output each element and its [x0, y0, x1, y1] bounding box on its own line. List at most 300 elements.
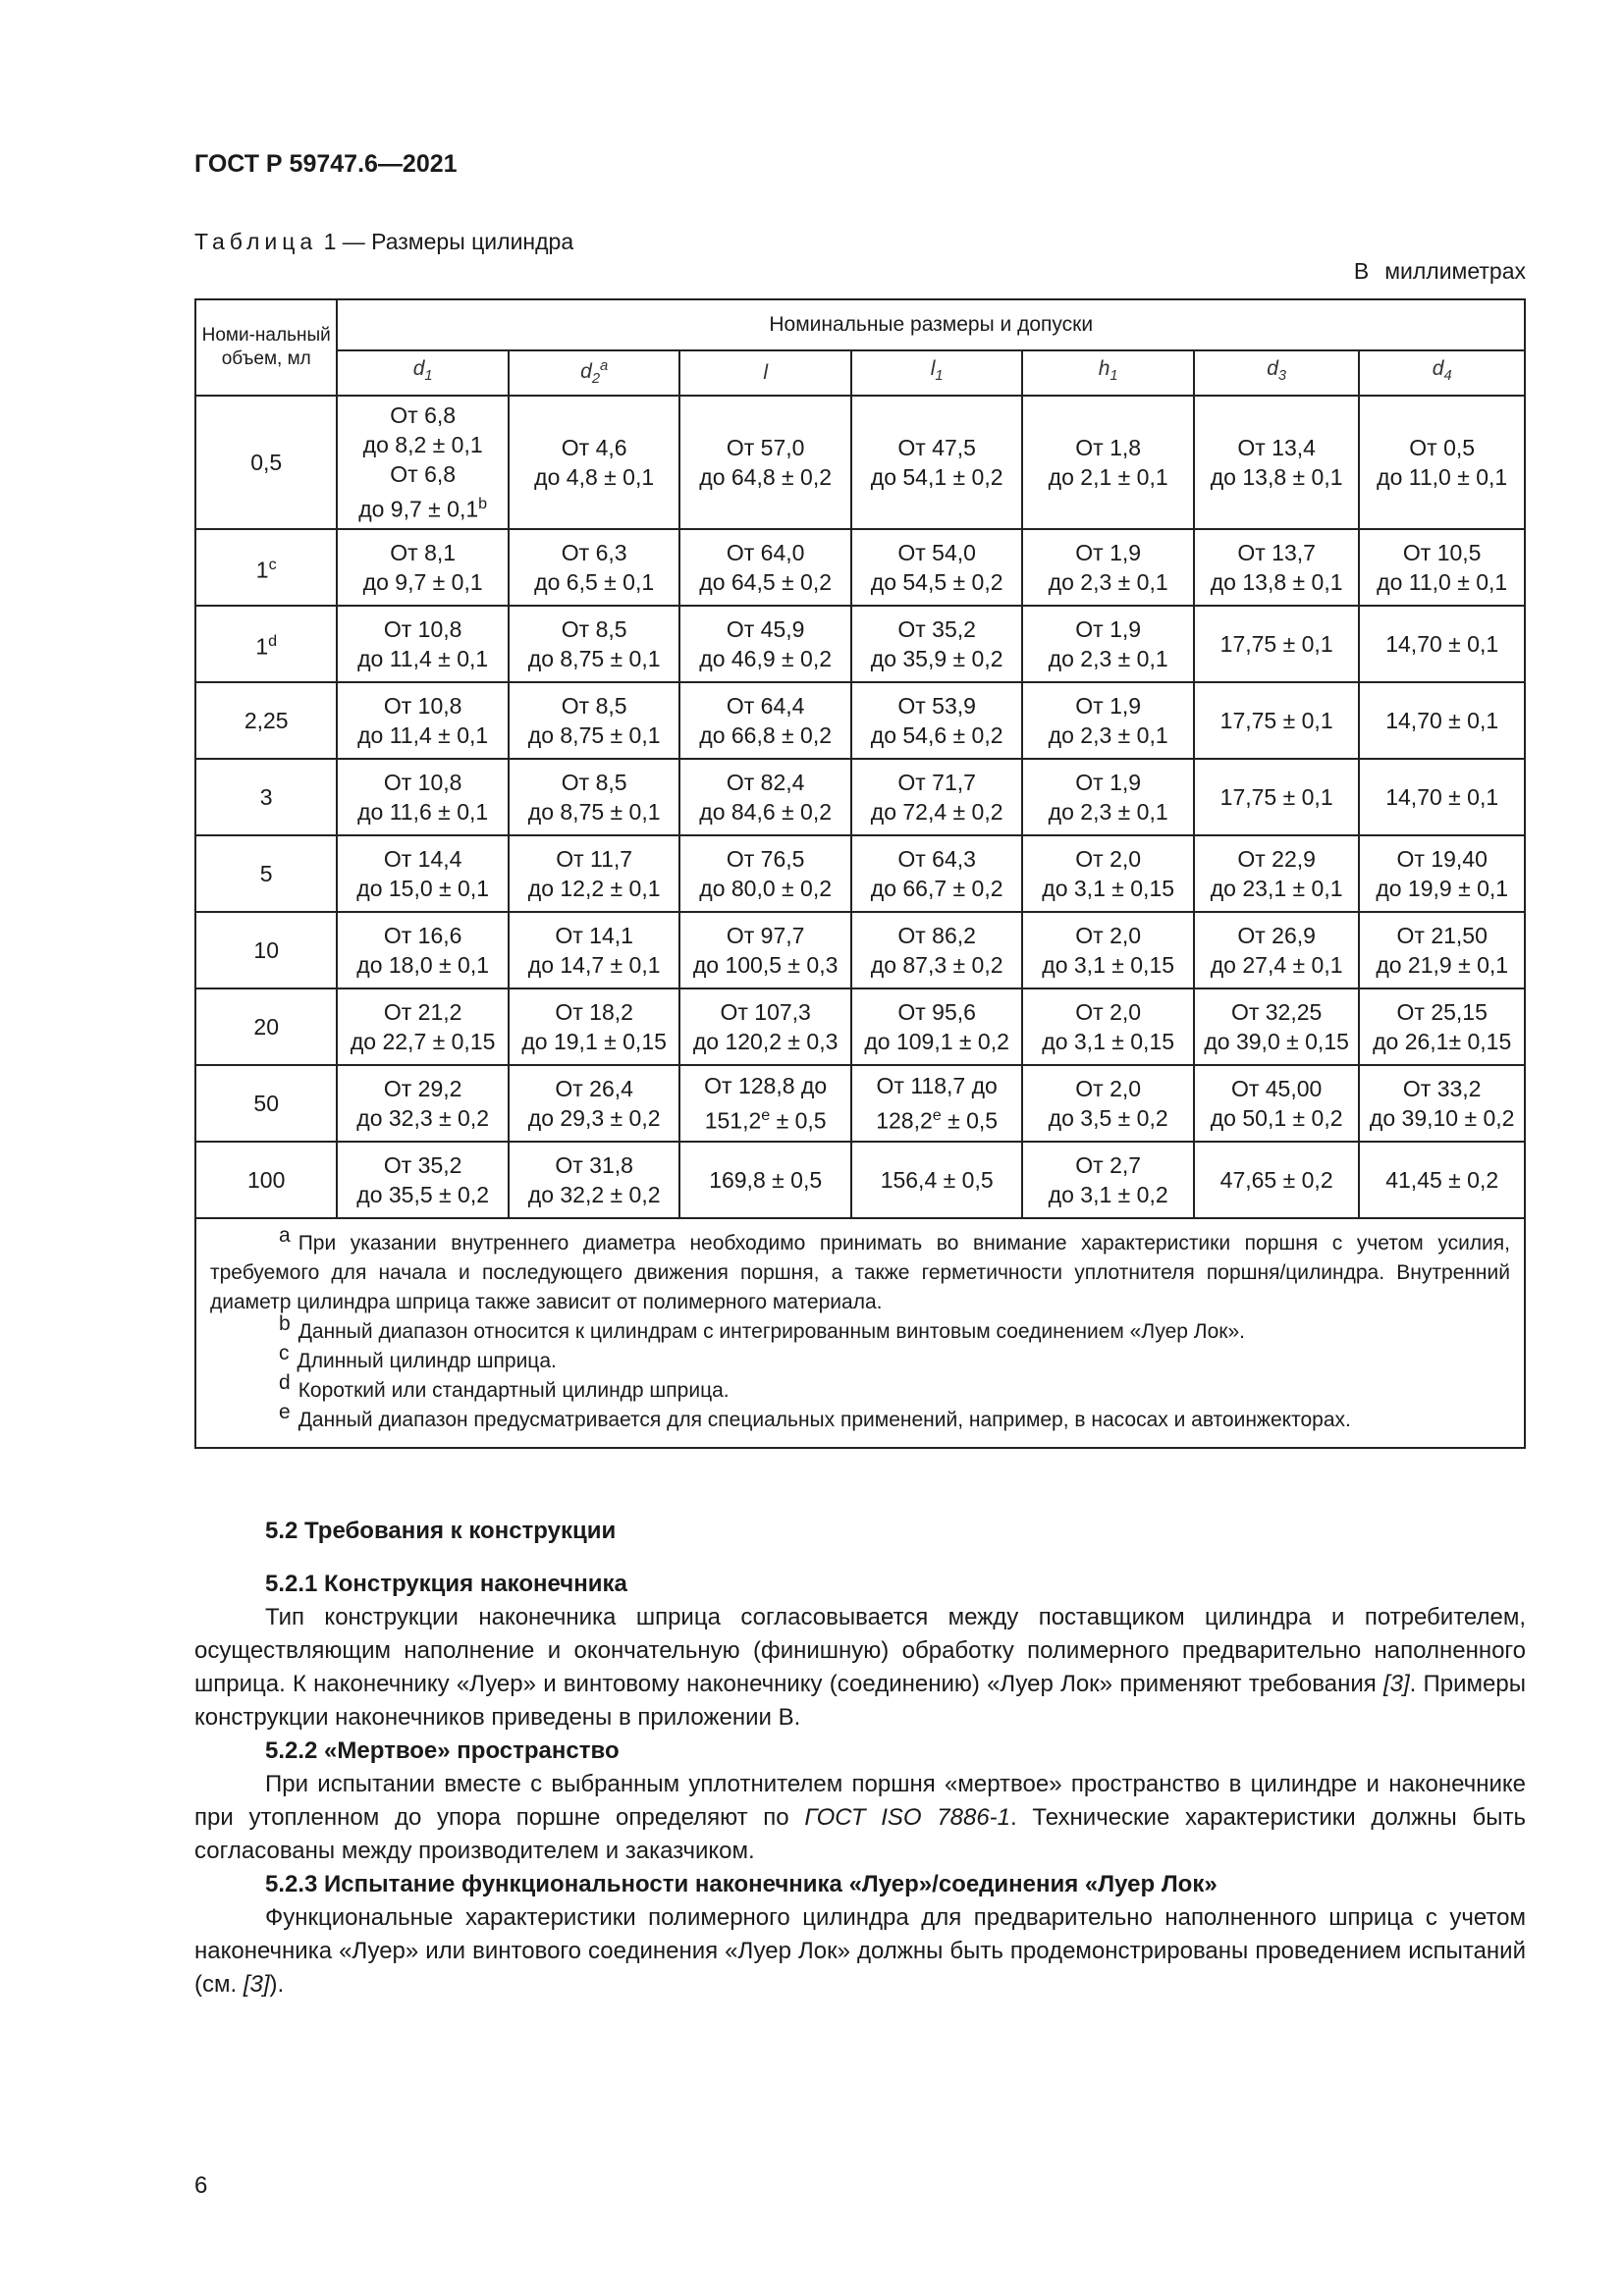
volume-cell: [195, 606, 337, 682]
footnote-mark: a: [279, 1224, 291, 1247]
cell-line: до 8,75 ± 0,1: [527, 646, 661, 671]
cell-line: до 11,6 ± 0,1: [357, 799, 489, 825]
dimension-cell: [1359, 835, 1525, 912]
cell-line: От 6,8: [390, 402, 457, 429]
cell-line: От 45,00: [1230, 1076, 1323, 1101]
cell-line: 17,75 ± 0,1: [1219, 708, 1333, 733]
dimension-cell: [1359, 529, 1525, 606]
cylinder-dimensions-table: [194, 298, 1526, 1449]
volume-value: 50: [253, 1091, 279, 1116]
volume-cell: [195, 396, 337, 529]
symbol-base: l: [930, 357, 936, 381]
cell-line: От 10,5: [1402, 540, 1482, 565]
cell-line: 14,70 ± 0,1: [1385, 784, 1499, 810]
cell-line: От 31,8: [555, 1152, 633, 1178]
dimension-cell: [337, 529, 509, 606]
dimension-cell: [337, 606, 509, 682]
cell-line: От 2,7: [1075, 1152, 1142, 1178]
document-header: ГОСТ Р 59747.6—2021: [194, 150, 458, 178]
cell-line: ± 0,5: [941, 1107, 999, 1134]
volume-value: 0,5: [250, 450, 283, 475]
cell-line: до 54,6 ± 0,2: [870, 722, 1003, 748]
cell-line: до 32,2 ± 0,2: [527, 1182, 661, 1207]
dimension-cell: [337, 988, 509, 1065]
cell-line: до 39,0 ± 0,15: [1204, 1029, 1349, 1054]
table-row: [195, 988, 1525, 1065]
cell-line: От 1,9: [1075, 540, 1142, 565]
dimension-cell: [679, 1065, 851, 1142]
cell-line: до 18,0 ± 0,1: [356, 952, 490, 978]
cell-line: до 54,1 ± 0,2: [870, 464, 1003, 490]
dimension-cell: [1022, 682, 1194, 759]
dimension-cell: [1194, 1142, 1359, 1218]
section-5-2-2: [194, 1735, 1526, 1868]
cell-line: 156,4 ± 0,5: [880, 1167, 994, 1193]
cell-line: до 11,0 ± 0,1: [1377, 464, 1508, 490]
dimension-cell: [1194, 1065, 1359, 1142]
cell-line: От 26,4: [555, 1076, 633, 1101]
cell-line: до 50,1 ± 0,2: [1210, 1105, 1343, 1131]
cell-line: От 64,4: [726, 693, 805, 719]
footnote-mark: e: [279, 1401, 291, 1423]
dimension-cell: [851, 759, 1023, 835]
dimension-cell: [1359, 606, 1525, 682]
cell-line: 17,75 ± 0,1: [1219, 784, 1333, 810]
dimension-cell: [509, 396, 680, 529]
table-caption: [194, 229, 573, 255]
units-word: миллиметрах: [1384, 258, 1526, 284]
cell-line: От 2,0: [1075, 846, 1142, 872]
dimension-cell: [509, 988, 680, 1065]
footnote-mark: b: [478, 495, 488, 513]
footnote-mark: b: [279, 1312, 291, 1335]
dimension-cell: [337, 912, 509, 988]
cell-line: От 54,0: [897, 540, 976, 565]
cell-line: От 18,2: [555, 999, 633, 1025]
cell-line: до 120,2 ± 0,3: [692, 1029, 839, 1054]
cell-line: От 11,7: [556, 846, 633, 872]
footnote-mark: d: [268, 632, 278, 651]
cell-line: до 39,10 ± 0,2: [1369, 1105, 1515, 1131]
dimension-cell: [1022, 529, 1194, 606]
cell-line: до 100,5 ± 0,3: [692, 952, 839, 978]
symbol-subscript: 2: [591, 371, 600, 388]
cell-line: От 1,8: [1075, 435, 1142, 460]
dimension-cell: [851, 682, 1023, 759]
footnote-text: Короткий или стандартный цилиндр шприца.: [298, 1379, 730, 1402]
footnote-mark: c: [268, 556, 277, 574]
dimension-cell: [1359, 682, 1525, 759]
table-row: [195, 835, 1525, 912]
table-caption-prefix: Таблица: [194, 229, 318, 254]
cell-line: до 26,1± 0,15: [1373, 1029, 1512, 1054]
footnotes-row: [195, 1218, 1525, 1448]
dimension-cell: [1022, 912, 1194, 988]
volume-value: 10: [253, 937, 279, 963]
cell-line: до 64,8 ± 0,2: [699, 464, 833, 490]
volume-cell: [195, 1065, 337, 1142]
volume-cell: [195, 988, 337, 1065]
page-number: 6: [194, 2172, 208, 2199]
volume-cell: [195, 529, 337, 606]
column-header-symbol: [851, 350, 1023, 396]
cell-line: до 109,1 ± 0,2: [864, 1029, 1009, 1054]
cell-line: 41,45 ± 0,2: [1385, 1167, 1499, 1193]
paragraph: Функциональные характеристики полимерного цилиндра для предварительно наполненного шприца с учетом наконечника «Луер» или винтового соединения «Луер Лок» должны быть продемонстрированы проведением испытаний (см. [3]).: [194, 1904, 1526, 1998]
dimension-cell: [679, 988, 851, 1065]
volume-value: 1: [255, 633, 269, 660]
cell-line: до 29,3 ± 0,2: [527, 1105, 661, 1131]
cell-line: до 3,1 ± 0,15: [1042, 952, 1175, 978]
cell-line: до 3,1 ± 0,2: [1048, 1182, 1168, 1207]
dimension-cell: [851, 835, 1023, 912]
dimension-cell: [851, 912, 1023, 988]
dimension-cell: [679, 529, 851, 606]
table-caption-title: 1 — Размеры цилиндра: [317, 229, 574, 254]
dimension-cell: [509, 682, 680, 759]
cell-line: От 16,6: [383, 923, 462, 948]
cell-line: до 27,4 ± 0,1: [1210, 952, 1343, 978]
dimension-cell: [1359, 988, 1525, 1065]
cell-line: От 33,2: [1402, 1076, 1482, 1101]
volume-cell: [195, 1142, 337, 1218]
cell-line: до 8,75 ± 0,1: [527, 722, 661, 748]
symbol-base: d: [1267, 357, 1278, 381]
cell-line: От 14,4: [383, 846, 462, 872]
cell-line: 14,70 ± 0,1: [1385, 708, 1499, 733]
symbol-base: d: [1432, 357, 1444, 381]
symbol-subscript: 3: [1277, 368, 1287, 385]
dimension-cell: [1194, 835, 1359, 912]
table-units: [1354, 258, 1526, 285]
dimension-cell: [509, 529, 680, 606]
cell-line: до 23,1 ± 0,1: [1210, 876, 1343, 901]
table-row: [195, 912, 1525, 988]
dimension-cell: [337, 682, 509, 759]
dimension-cell: [679, 912, 851, 988]
section-5-2-3: [194, 1868, 1526, 2002]
dimension-cell: [337, 1142, 509, 1218]
cell-line: От 13,7: [1237, 540, 1316, 565]
cell-line: до 2,3 ± 0,1: [1048, 799, 1168, 825]
cell-line: до 3,1 ± 0,15: [1042, 1029, 1175, 1054]
subsection-heading: 5.2.2 «Мертвое» пространство: [265, 1737, 620, 1764]
table-row: [195, 529, 1525, 606]
cell-line: От 95,6: [897, 999, 976, 1025]
cell-line: От 4,6: [561, 435, 627, 460]
dimension-cell: [679, 396, 851, 529]
reference-link: [3]: [1382, 1671, 1410, 1697]
cell-line: до 19,1 ± 0,15: [521, 1029, 667, 1054]
table-row: [195, 682, 1525, 759]
paragraph: При испытании вместе с выбранным уплотнителем поршня «мертвое» пространство в цилиндре и наконечнике при утопленном до упора поршне определяют по ГОСТ ISO 7886-1. Технические характеристики должны быть согласованы между производителем и заказчиком.: [194, 1771, 1527, 1864]
cell-line: до 13,8 ± 0,1: [1210, 569, 1343, 595]
dimension-cell: [1194, 682, 1359, 759]
cell-line: до 4,8 ± 0,1: [534, 464, 655, 490]
dimension-cell: [1022, 759, 1194, 835]
cell-line: 128,2: [876, 1107, 933, 1134]
cell-line: до 35,9 ± 0,2: [870, 646, 1003, 671]
dimension-cell: [1194, 759, 1359, 835]
dimension-cell: [1022, 606, 1194, 682]
column-header-symbol: [679, 350, 851, 396]
dimension-cell: [337, 835, 509, 912]
dimension-cell: [679, 682, 851, 759]
cell-line: до 11,0 ± 0,1: [1377, 569, 1508, 595]
footnote-d: [210, 1371, 1510, 1406]
dimension-cell: [509, 912, 680, 988]
cell-line: От 47,5: [897, 435, 976, 460]
footnote-text: Данный диапазон предусматривается для специальных применений, например, в насосах и автоинжекторах.: [298, 1409, 1351, 1431]
cell-line: до 2,3 ± 0,1: [1048, 569, 1168, 595]
footnote-b: [210, 1312, 1510, 1347]
column-header-symbol: [1359, 350, 1525, 396]
dimension-cell: [1359, 396, 1525, 529]
cell-line: до 6,5 ± 0,1: [534, 569, 655, 595]
volume-cell: [195, 912, 337, 988]
cell-line: От 97,7: [726, 923, 805, 948]
cell-line: От 2,0: [1075, 1076, 1142, 1101]
dimension-cell: [1022, 396, 1194, 529]
dimension-cell: [1022, 1142, 1194, 1218]
footnote-mark: e: [761, 1106, 771, 1125]
cell-line: От 53,9: [897, 693, 976, 719]
cell-line: до 32,3 ± 0,2: [356, 1105, 490, 1131]
paragraph: Тип конструкции наконечника шприца согласовывается между поставщиком цилиндра и потребителем, осуществляющим наполнение и окончательную (финишную) обработку полимерного предварительно наполненного шприца. К наконечнику «Луер» и винтовому наконечнику (соединению) «Луер Лок» применяют требования [3]. Примеры конструкции наконечников приведены в приложении В.: [194, 1604, 1526, 1731]
cell-line: до 46,9 ± 0,2: [699, 646, 833, 671]
cell-line: От 26,9: [1237, 923, 1316, 948]
cell-line: От 64,0: [726, 540, 805, 565]
dimension-cell: [337, 759, 509, 835]
section-5-2: [194, 1515, 1526, 1548]
dimension-cell: [679, 835, 851, 912]
volume-value: 3: [259, 784, 273, 810]
dimension-cell: [1194, 396, 1359, 529]
cell-line: От 21,50: [1396, 923, 1488, 948]
cell-line: до 9,7 ± 0,1: [362, 569, 483, 595]
symbol-subscript: 1: [424, 368, 433, 385]
cell-line: От 64,3: [897, 846, 976, 872]
cell-line: до 64,5 ± 0,2: [699, 569, 833, 595]
subsection-heading: 5.2.3 Испытание функциональности наконечника «Луер»/соединения «Луер Лок»: [265, 1871, 1218, 1897]
dimension-cell: [851, 529, 1023, 606]
section-heading: 5.2 Требования к конструкции: [265, 1518, 617, 1544]
cell-line: От 35,2: [383, 1152, 462, 1178]
volume-value: 1: [255, 557, 269, 583]
dimension-cell: [679, 759, 851, 835]
cell-line: От 71,7: [897, 770, 976, 795]
column-header-symbol: [337, 350, 509, 396]
cell-line: От 57,0: [726, 435, 805, 460]
cell-line: От 82,4: [726, 770, 805, 795]
cell-line: до 66,8 ± 0,2: [699, 722, 833, 748]
table-row: [195, 606, 1525, 682]
cell-line: до 2,1 ± 0,1: [1048, 464, 1168, 490]
dimension-cell: [1194, 988, 1359, 1065]
dimension-cell: [509, 1142, 680, 1218]
footnote-text: Длинный цилиндр шприца.: [297, 1350, 557, 1372]
cell-line: до 8,2 ± 0,1: [362, 432, 483, 458]
cell-line: 17,75 ± 0,1: [1219, 631, 1333, 657]
cell-line: От 6,3: [561, 540, 627, 565]
symbol-base: h: [1098, 357, 1110, 381]
column-header-symbol: [1022, 350, 1194, 396]
cell-line: От 45,9: [726, 616, 805, 642]
cell-line: до 2,3 ± 0,1: [1048, 646, 1168, 671]
dimension-cell: [1022, 988, 1194, 1065]
reference-link: [3]: [243, 1971, 270, 1998]
dimension-cell: [1194, 529, 1359, 606]
cell-line: От 13,4: [1237, 435, 1316, 460]
cell-line: От 10,8: [383, 770, 462, 795]
footnote-text: При указании внутреннего диаметра необходимо принимать во внимание характеристики поршня с учетом усилия, требуемого для начала и последующего движения поршня, а также герметичности уплотнителя поршня/цилиндра. Внутренний диаметр цилиндра шприца также зависит от полимерного материала.: [210, 1232, 1510, 1313]
cell-line: 151,2: [704, 1107, 762, 1134]
cell-line: 47,65 ± 0,2: [1219, 1167, 1333, 1193]
symbol-base: d: [580, 360, 592, 384]
dimension-cell: [509, 835, 680, 912]
cell-line: От 107,3: [720, 999, 811, 1025]
table-row: [195, 1065, 1525, 1142]
column-header-symbol: [509, 350, 680, 396]
dimension-cell: [851, 396, 1023, 529]
cell-line: до 12,2 ± 0,1: [527, 876, 661, 901]
cell-line: От 2,0: [1075, 999, 1142, 1025]
symbol-superscript: a: [600, 358, 609, 375]
dimension-cell: [851, 606, 1023, 682]
column-header-volume: Номи-нальный объем, мл: [195, 299, 337, 396]
cell-line: От 8,1: [390, 540, 457, 565]
dimension-cell: [509, 759, 680, 835]
symbol-base: d: [412, 357, 425, 381]
footnote-text: Данный диапазон относится к цилиндрам с интегрированным винтовым соединением «Луер Лок».: [298, 1320, 1245, 1343]
cell-line: От 1,9: [1075, 770, 1142, 795]
volume-value: 20: [253, 1014, 279, 1040]
footnotes-cell: [195, 1218, 1525, 1448]
cell-line: до 11,4 ± 0,1: [357, 646, 489, 671]
cell-line: до 9,7 ± 0,1: [358, 496, 479, 522]
cell-line: ± 0,5: [770, 1107, 827, 1134]
volume-value: 2,25: [244, 708, 289, 733]
footnote-mark: c: [279, 1342, 290, 1364]
dimension-cell: [509, 606, 680, 682]
cell-line: От 128,8 до: [704, 1073, 828, 1099]
dimension-cell: [1022, 835, 1194, 912]
symbol-base: l: [763, 361, 768, 384]
volume-value: 5: [259, 861, 273, 886]
volume-value: 100: [247, 1167, 286, 1193]
column-header-symbol: [1194, 350, 1359, 396]
cell-line: От 14,1: [555, 923, 633, 948]
dimension-cell: [851, 1142, 1023, 1218]
cell-line: 169,8 ± 0,5: [709, 1167, 823, 1193]
symbol-header-row: [195, 350, 1525, 396]
dimension-cell: [337, 1065, 509, 1142]
cell-line: до 35,5 ± 0,2: [356, 1182, 490, 1207]
footnote-a: [210, 1224, 1510, 1317]
footnote-e: [210, 1401, 1510, 1435]
table-row: [195, 1142, 1525, 1218]
dimension-cell: [679, 606, 851, 682]
cell-line: до 72,4 ± 0,2: [870, 799, 1003, 825]
reference-link: ГОСТ ISO 7886-1: [804, 1804, 1011, 1831]
cell-line: От 25,15: [1396, 999, 1488, 1025]
symbol-subscript: 1: [1110, 368, 1118, 385]
table-row: [195, 759, 1525, 835]
cell-line: От 21,2: [383, 999, 462, 1025]
cell-line: От 86,2: [897, 923, 976, 948]
dimension-cell: [851, 1065, 1023, 1142]
cell-line: до 54,5 ± 0,2: [870, 569, 1003, 595]
dimension-cell: [679, 1142, 851, 1218]
dimension-cell: [1359, 759, 1525, 835]
cell-line: От 118,7 до: [876, 1073, 998, 1099]
dimension-cell: [1194, 912, 1359, 988]
cell-line: От 0,5: [1409, 435, 1476, 460]
cell-line: От 8,5: [561, 693, 627, 719]
cell-line: От 6,8: [390, 461, 457, 488]
cell-line: От 10,8: [383, 693, 462, 719]
cell-line: От 10,8: [383, 616, 462, 642]
cell-line: до 22,7 ± 0,15: [350, 1029, 496, 1054]
cell-line: От 8,5: [561, 616, 627, 642]
dimension-cell: [1022, 1065, 1194, 1142]
cell-line: От 32,25: [1230, 999, 1323, 1025]
dimension-cell: [1194, 606, 1359, 682]
dimension-cell: [1359, 1065, 1525, 1142]
symbol-subscript: 1: [935, 368, 944, 385]
cell-line: до 87,3 ± 0,2: [870, 952, 1003, 978]
cell-line: От 29,2: [383, 1076, 462, 1101]
volume-cell: [195, 835, 337, 912]
cell-line: до 14,7 ± 0,1: [527, 952, 661, 978]
cell-line: до 3,1 ± 0,15: [1042, 876, 1175, 901]
cell-line: до 19,9 ± 0,1: [1376, 876, 1509, 901]
units-prefix: В: [1353, 258, 1370, 284]
cell-line: до 8,75 ± 0,1: [527, 799, 661, 825]
cell-line: От 19,40: [1396, 846, 1488, 872]
cell-line: до 13,8 ± 0,1: [1210, 464, 1343, 490]
cell-line: От 1,9: [1075, 693, 1142, 719]
dimension-cell: [851, 988, 1023, 1065]
cell-line: до 21,9 ± 0,1: [1376, 952, 1509, 978]
volume-cell: [195, 682, 337, 759]
dimension-cell: [1359, 1142, 1525, 1218]
cell-line: до 84,6 ± 0,2: [699, 799, 833, 825]
cell-line: От 8,5: [561, 770, 627, 795]
footnote-mark: e: [932, 1106, 942, 1125]
cell-line: От 2,0: [1075, 923, 1142, 948]
cell-line: 14,70 ± 0,1: [1385, 631, 1499, 657]
cell-line: до 80,0 ± 0,2: [699, 876, 833, 901]
cell-line: до 15,0 ± 0,1: [356, 876, 490, 901]
cell-line: до 2,3 ± 0,1: [1048, 722, 1168, 748]
symbol-subscript: 4: [1443, 368, 1452, 385]
dimension-cell: [1359, 912, 1525, 988]
cell-line: От 35,2: [897, 616, 976, 642]
cell-line: От 76,5: [726, 846, 805, 872]
dimension-cell: [337, 396, 509, 529]
cell-line: до 11,4 ± 0,1: [357, 722, 489, 748]
dimension-cell: [509, 1065, 680, 1142]
footnote-mark: d: [279, 1371, 291, 1394]
cell-line: до 66,7 ± 0,2: [870, 876, 1003, 901]
cell-line: От 22,9: [1237, 846, 1316, 872]
cell-line: до 3,5 ± 0,2: [1048, 1105, 1168, 1131]
volume-cell: [195, 759, 337, 835]
table-row: [195, 396, 1525, 529]
cell-line: От 1,9: [1075, 616, 1142, 642]
column-header-dimensions: Номинальные размеры и допуски: [337, 299, 1525, 350]
